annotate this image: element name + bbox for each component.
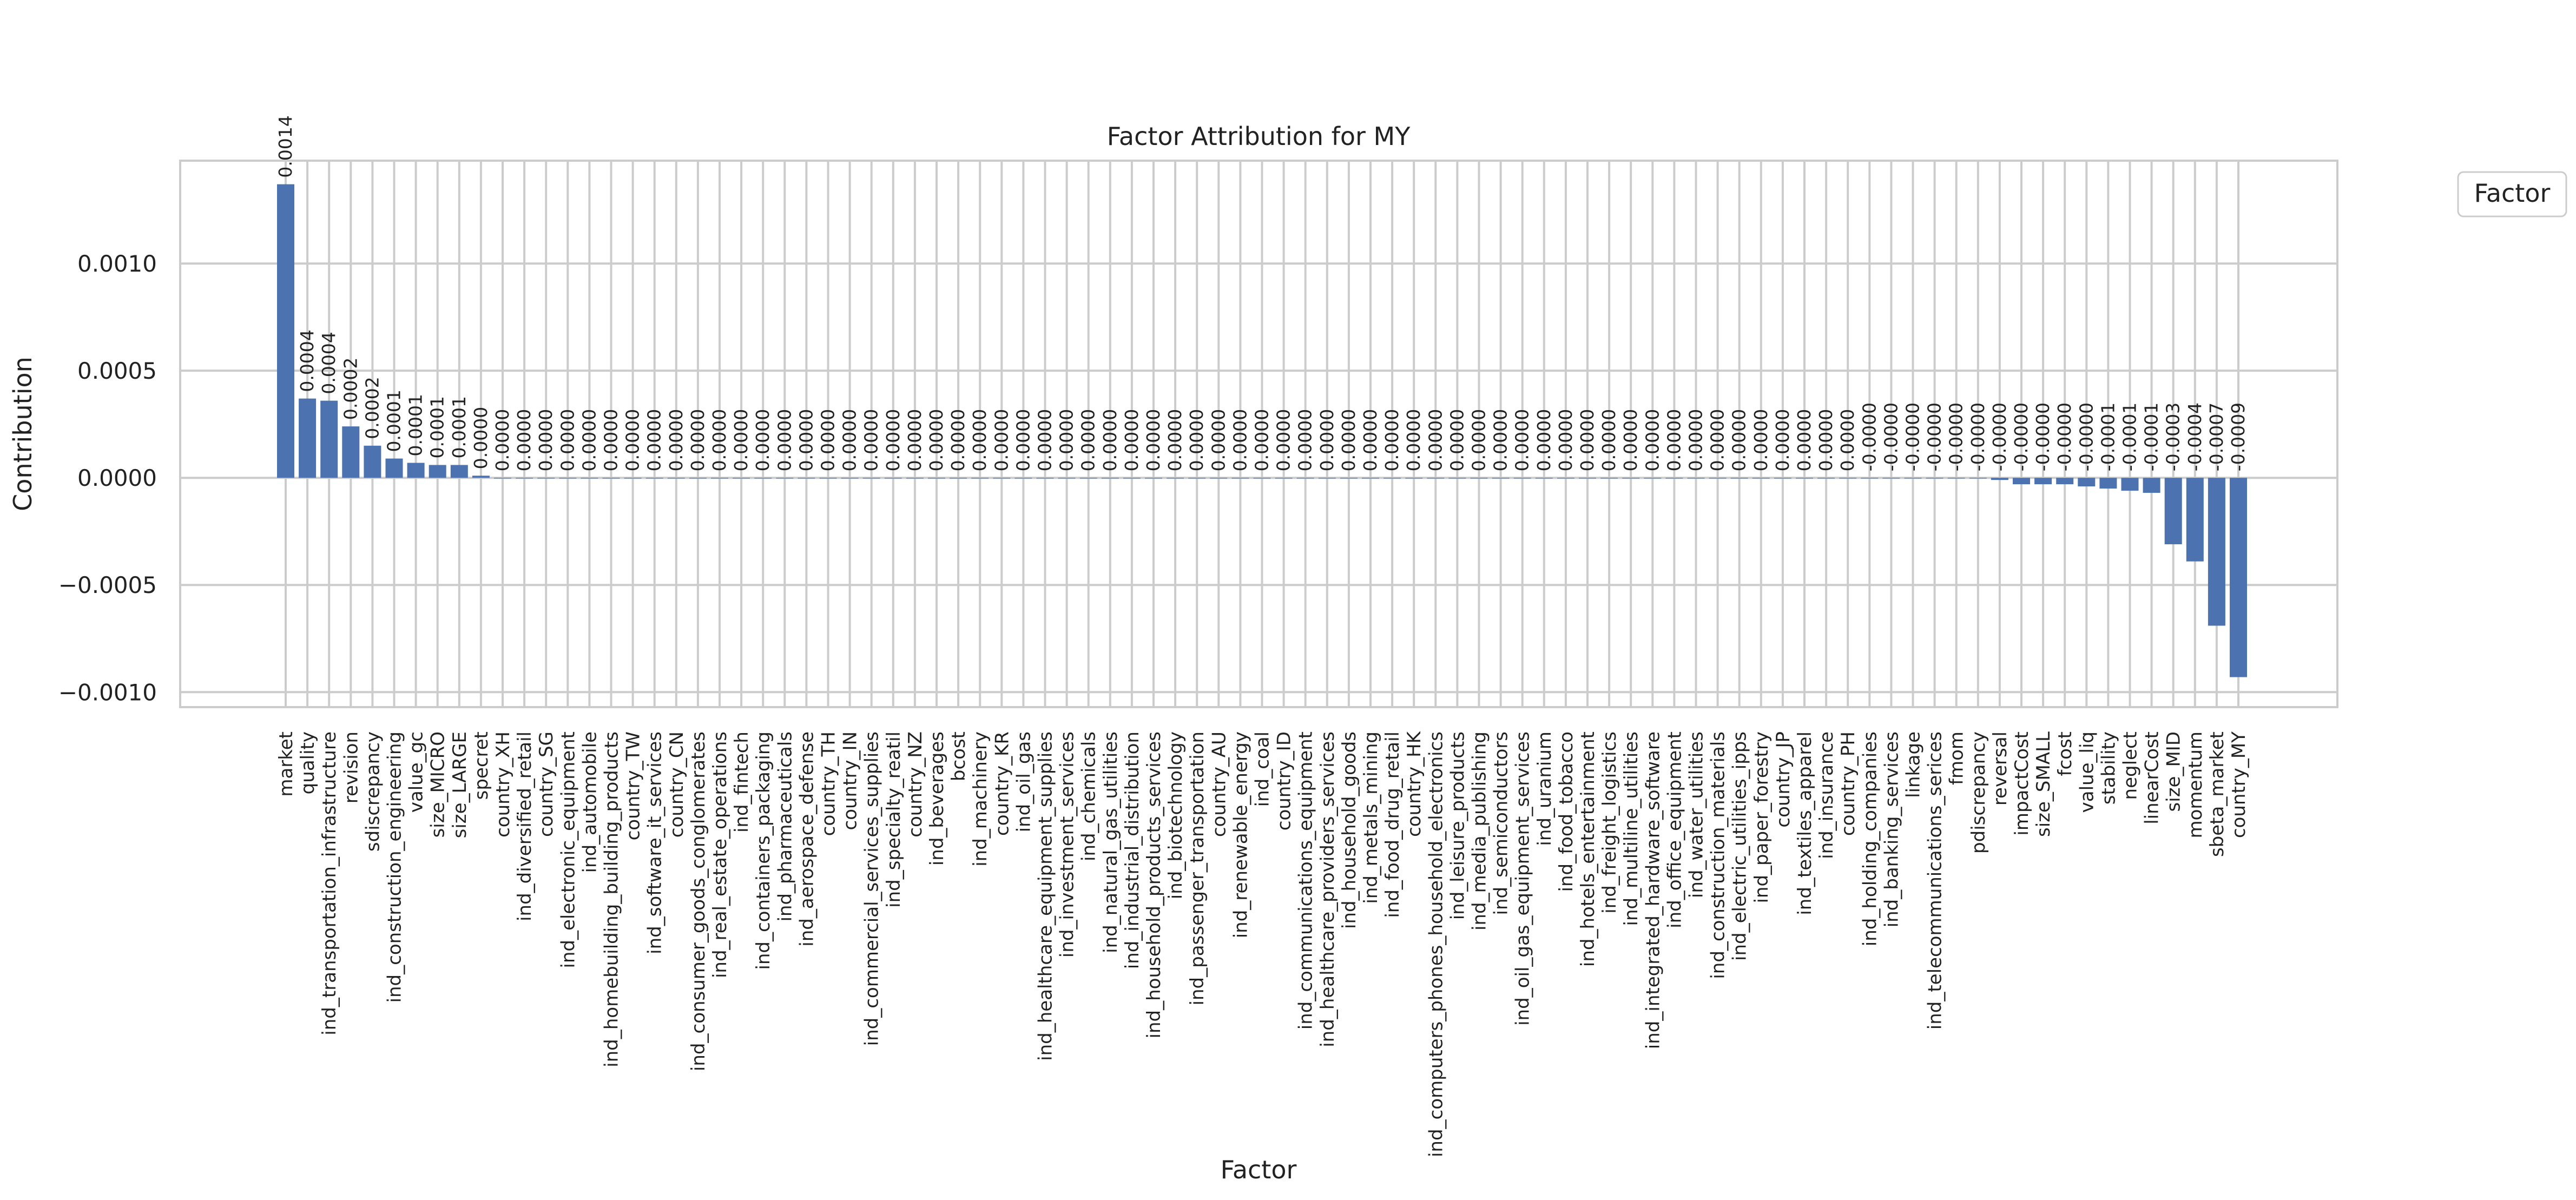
data-label-ind_insurance: 0.0000 — [1815, 408, 1837, 472]
x-tick-label-ind_integrated_hardware_software: ind_integrated_hardware_software — [1642, 731, 1664, 1050]
bar-size_MICRO — [429, 465, 446, 478]
x-tick-label-sbeta_market: sbeta_market — [2206, 731, 2228, 858]
x-tick-label-ind_uranium: ind_uranium — [1533, 731, 1556, 846]
data-label-country_CN: 0.0000 — [665, 408, 687, 472]
x-tick-label-ind_food_tobacco: ind_food_tobacco — [1555, 731, 1577, 892]
x-tick-label-size_LARGE: size_LARGE — [449, 731, 471, 839]
data-label-ind_computers_phones_household_electronics: 0.0000 — [1425, 408, 1446, 472]
data-label-country_ID: 0.0000 — [1273, 408, 1294, 472]
x-tick-label-neglect: neglect — [2119, 731, 2142, 800]
bar-linearCost — [2143, 478, 2160, 493]
data-label-ind_transportation_infrastructure: 0.0004 — [318, 332, 340, 394]
x-tick-label-stability: stability — [2098, 731, 2120, 805]
x-tick-label-ind_aerospace_defense: ind_aerospace_defense — [796, 731, 818, 947]
x-tick-label-country_PH: country_PH — [1837, 731, 1860, 836]
data-label-ind_construction_engineering: 0.0001 — [383, 390, 405, 452]
x-tick-label-ind_office_equipment: ind_office_equipment — [1664, 731, 1686, 928]
x-tick-label-country_SG: country_SG — [536, 731, 558, 837]
y-tick-label: 0.0010 — [77, 250, 157, 278]
data-label-ind_hotels_entertainment: 0.0000 — [1577, 408, 1598, 472]
x-tick-label-country_KR: country_KR — [991, 731, 1013, 836]
data-label-ind_household_goods: 0.0000 — [1338, 408, 1359, 472]
x-tick-label-country_TH: country_TH — [818, 731, 840, 836]
x-tick-label-ind_consumer_goods_conglomerates: ind_consumer_goods_conglomerates — [687, 731, 709, 1072]
data-label-specret: 0.0000 — [470, 406, 491, 470]
x-tick-label-ind_beverages: ind_beverages — [926, 731, 948, 866]
x-tick-label-ind_leisure_products: ind_leisure_products — [1447, 731, 1469, 920]
data-label-ind_machinery: 0.0000 — [969, 408, 991, 472]
data-label-ind_pharmaceuticals: 0.0000 — [774, 408, 795, 472]
data-label-ind_fintech: 0.0000 — [730, 408, 752, 472]
x-tick-label-ind_software_it_services: ind_software_it_services — [644, 731, 666, 954]
x-tick-label-fcost: fcost — [2054, 731, 2077, 776]
x-tick-label-linearCost: linearCost — [2141, 731, 2163, 825]
data-label-momentum: -0.0004 — [2184, 402, 2205, 472]
x-tick-label-size_SMALL: size_SMALL — [2033, 731, 2055, 837]
x-tick-label-ind_natural_gas_utilities: ind_natural_gas_utilities — [1099, 731, 1122, 953]
x-tick-label-country_AU: country_AU — [1208, 731, 1230, 838]
bar-specret — [472, 476, 490, 478]
bar-revision — [342, 426, 359, 478]
x-tick-label-ind_specialty_reatil: ind_specialty_reatil — [882, 731, 905, 908]
x-tick-label-ind_household_goods: ind_household_goods — [1338, 731, 1360, 929]
data-label-ind_investment_services: 0.0000 — [1056, 408, 1077, 472]
bar-size_LARGE — [451, 465, 468, 478]
data-label-ind_diversified_retail: 0.0000 — [513, 408, 535, 472]
x-tick-label-ind_passenger_transportation: ind_passenger_transportation — [1187, 731, 1209, 1006]
data-label-ind_consumer_goods_conglomerates: 0.0000 — [687, 408, 708, 472]
x-tick-label-ind_construction_materials: ind_construction_materials — [1707, 731, 1729, 979]
data-label-value_gc: 0.0001 — [405, 394, 426, 457]
data-label-ind_metals_mining: 0.0000 — [1360, 408, 1381, 472]
bar-country_MY — [2230, 478, 2247, 677]
data-label-sbeta_market: -0.0007 — [2205, 402, 2227, 472]
data-label-sdiscrepancy: 0.0002 — [361, 377, 383, 439]
x-tick-label-country_HK: country_HK — [1404, 731, 1426, 837]
data-label-ind_paper_forestry: 0.0000 — [1750, 408, 1771, 472]
x-tick-label-market: market — [275, 731, 297, 797]
data-label-ind_uranium: 0.0000 — [1533, 408, 1554, 472]
data-label-ind_water_utilities: 0.0000 — [1685, 408, 1707, 472]
x-tick-label-ind_healthcare_providers_services: ind_healthcare_providers_services — [1316, 731, 1339, 1047]
x-tick-label-ind_water_utilities: ind_water_utilities — [1685, 731, 1708, 899]
bar-impactCost — [2013, 478, 2030, 484]
y-tick-label: −0.0010 — [58, 679, 157, 706]
data-label-ind_electric_utilities_ipps: 0.0000 — [1728, 408, 1750, 472]
x-tick-label-ind_food_drug_retail: ind_food_drug_retail — [1382, 731, 1404, 918]
x-tick-label-ind_paper_forestry: ind_paper_forestry — [1750, 731, 1773, 904]
data-label-impactCost: -0.0000 — [2011, 402, 2032, 472]
data-label-bcost: 0.0000 — [947, 408, 969, 472]
bar-value_gc — [407, 463, 425, 478]
data-label-ind_food_drug_retail: 0.0000 — [1381, 408, 1403, 472]
x-tick-label-size_MID: size_MID — [2163, 731, 2185, 812]
data-label-country_PH: 0.0000 — [1837, 408, 1859, 472]
x-tick-label-ind_oil_gas_equipment_services: ind_oil_gas_equipment_services — [1512, 731, 1534, 1026]
data-label-ind_software_it_services: 0.0000 — [643, 408, 665, 472]
data-label-reversal: -0.0000 — [1988, 402, 2010, 472]
bar-fcost — [2056, 478, 2073, 484]
data-label-ind_automobile: 0.0000 — [578, 408, 600, 472]
data-label-country_TW: 0.0000 — [622, 408, 643, 472]
x-tick-label-ind_media_publishing: ind_media_publishing — [1468, 731, 1491, 931]
x-axis-label: Factor — [1220, 1155, 1297, 1184]
data-label-ind_passenger_transportation: 0.0000 — [1186, 408, 1208, 472]
x-tick-label-revision: revision — [340, 731, 363, 804]
bar-reversal — [1991, 478, 2008, 480]
data-label-ind_household_products_services: 0.0000 — [1143, 408, 1164, 472]
x-tick-label-ind_freight_logistics: ind_freight_logistics — [1599, 731, 1621, 914]
data-label-ind_homebuilding_building_products: 0.0000 — [600, 408, 622, 472]
x-tick-label-country_ID: country_ID — [1273, 731, 1295, 831]
data-label-market: 0.0014 — [275, 115, 296, 178]
x-tick-label-ind_containers_packaging: ind_containers_packaging — [753, 731, 775, 970]
data-label-country_XH: 0.0000 — [492, 408, 513, 472]
data-label-ind_oil_gas_equipment_services: 0.0000 — [1511, 408, 1533, 472]
bar-stability — [2099, 478, 2117, 489]
data-label-ind_beverages: 0.0000 — [926, 408, 947, 472]
bar-momentum — [2186, 478, 2204, 561]
bar-quality — [299, 399, 316, 478]
x-tick-label-ind_electronic_equipment: ind_electronic_equipment — [557, 731, 579, 968]
data-label-fmom: -0.0000 — [1945, 402, 1967, 472]
data-label-country_SG: 0.0000 — [535, 408, 557, 472]
x-tick-label-country_XH: country_XH — [492, 731, 514, 838]
x-tick-label-ind_textiles_apparel: ind_textiles_apparel — [1794, 731, 1816, 915]
data-label-country_IN: 0.0000 — [839, 408, 860, 472]
data-label-ind_aerospace_defense: 0.0000 — [795, 408, 817, 472]
x-tick-label-ind_industrial_distribution: ind_industrial_distribution — [1121, 731, 1143, 970]
x-tick-label-specret: specret — [470, 731, 492, 800]
data-label-ind_biotechnology: 0.0000 — [1164, 408, 1186, 472]
x-tick-label-ind_fintech: ind_fintech — [731, 731, 753, 833]
data-label-revision: 0.0002 — [340, 357, 361, 420]
bar-sdiscrepancy — [364, 446, 381, 478]
x-tick-label-country_MY: country_MY — [2228, 731, 2250, 839]
y-tick-label: 0.0000 — [77, 465, 157, 492]
data-label-ind_commercial_services_supplies: 0.0000 — [860, 408, 882, 472]
data-label-country_AU: 0.0000 — [1208, 408, 1229, 472]
data-label-ind_communications_equipment: 0.0000 — [1294, 408, 1316, 472]
x-tick-label-ind_multiline_utilities: ind_multiline_utilities — [1620, 731, 1643, 926]
x-tick-label-country_TW: country_TW — [622, 731, 644, 841]
x-tick-label-sdiscrepancy: sdiscrepancy — [362, 731, 384, 852]
x-tick-label-ind_healthcare_equipment_supplies: ind_healthcare_equipment_supplies — [1035, 731, 1057, 1061]
x-tick-label-linkage: linkage — [1902, 731, 1925, 798]
data-label-ind_semiconductors: 0.0000 — [1490, 408, 1511, 472]
x-tick-label-country_CN: country_CN — [666, 731, 688, 838]
data-label-ind_freight_logistics: 0.0000 — [1598, 408, 1620, 472]
bar-sbeta_market — [2208, 478, 2225, 625]
y-axis-label: Contribution — [8, 357, 37, 511]
x-tick-label-ind_renewable_energy: ind_renewable_energy — [1230, 731, 1252, 939]
x-tick-label-ind_investment_services: ind_investment_services — [1056, 731, 1078, 958]
data-label-ind_banking_services: -0.0000 — [1880, 402, 1902, 472]
x-tick-label-ind_computers_phones_household_electronics: ind_computers_phones_household_electronics — [1425, 731, 1447, 1158]
x-tick-label-ind_chemicals: ind_chemicals — [1078, 731, 1100, 861]
x-tick-label-ind_machinery: ind_machinery — [970, 731, 992, 867]
data-label-ind_textiles_apparel: 0.0000 — [1794, 408, 1815, 472]
x-tick-label-ind_telecommunications_serices: ind_telecommunications_serices — [1924, 731, 1946, 1030]
x-tick-label-ind_hotels_entertainment: ind_hotels_entertainment — [1577, 731, 1599, 967]
x-tick-label-ind_semiconductors: ind_semiconductors — [1490, 731, 1512, 915]
x-tick-label-ind_communications_equipment: ind_communications_equipment — [1295, 731, 1317, 1030]
data-label-ind_healthcare_providers_services: 0.0000 — [1316, 408, 1338, 472]
x-tick-label-momentum: momentum — [2184, 731, 2206, 839]
data-label-linearCost: -0.0001 — [2140, 402, 2162, 472]
bar-value_liq — [2078, 478, 2095, 486]
x-tick-label-fmom: fmom — [1946, 731, 1968, 786]
data-label-fcost: -0.0000 — [2054, 402, 2076, 472]
x-tick-label-ind_metals_mining: ind_metals_mining — [1360, 731, 1382, 904]
chart-title: Factor Attribution for MY — [1106, 122, 1411, 151]
data-label-ind_containers_packaging: 0.0000 — [752, 408, 774, 472]
x-tick-label-ind_pharmaceuticals: ind_pharmaceuticals — [774, 731, 796, 922]
x-tick-label-country_JP: country_JP — [1772, 731, 1794, 828]
data-label-ind_media_publishing: 0.0000 — [1468, 408, 1490, 472]
x-tick-label-ind_commercial_services_supplies: ind_commercial_services_supplies — [861, 731, 883, 1046]
legend — [2458, 172, 2566, 216]
data-label-ind_holding_companies: -0.0000 — [1859, 402, 1880, 472]
x-tick-label-ind_diversified_retail: ind_diversified_retail — [514, 731, 536, 921]
data-label-country_KR: 0.0000 — [991, 408, 1012, 472]
x-tick-label-ind_electric_utilities_ipps: ind_electric_utilities_ipps — [1729, 731, 1751, 961]
data-label-country_NZ: 0.0000 — [904, 408, 925, 472]
x-tick-label-impactCost: impactCost — [2011, 731, 2033, 836]
x-tick-label-ind_automobile: ind_automobile — [579, 731, 601, 873]
data-label-ind_real_estate_operations: 0.0000 — [709, 408, 730, 472]
data-label-stability: -0.0001 — [2097, 402, 2119, 472]
data-label-ind_industrial_distribution: 0.0000 — [1121, 408, 1142, 472]
data-label-ind_integrated_hardware_software: 0.0000 — [1642, 408, 1663, 472]
data-label-ind_construction_materials: 0.0000 — [1707, 408, 1728, 472]
x-tick-label-ind_insurance: ind_insurance — [1816, 731, 1838, 859]
data-label-ind_natural_gas_utilities: 0.0000 — [1099, 408, 1121, 472]
x-tick-label-ind_homebuilding_building_products: ind_homebuilding_building_products — [601, 731, 623, 1067]
data-label-pdiscrepancy: -0.0000 — [1967, 402, 1988, 472]
data-label-country_TH: 0.0000 — [817, 408, 839, 472]
bar-ind_transportation_infrastructure — [320, 401, 338, 478]
bar-size_MID — [2165, 478, 2182, 544]
x-tick-label-bcost: bcost — [948, 731, 970, 782]
x-tick-label-size_MICRO: size_MICRO — [427, 731, 449, 838]
data-label-quality: 0.0004 — [297, 329, 318, 392]
x-tick-label-ind_transportation_infrastructure: ind_transportation_infrastructure — [319, 731, 341, 1036]
x-tick-label-quality: quality — [297, 731, 319, 795]
bar-market — [277, 184, 294, 478]
x-tick-label-country_NZ: country_NZ — [904, 731, 926, 838]
data-label-ind_renewable_energy: 0.0000 — [1229, 408, 1251, 472]
data-label-size_MID: -0.0003 — [2162, 402, 2184, 472]
data-label-ind_healthcare_equipment_supplies: 0.0000 — [1034, 408, 1056, 472]
data-label-country_JP: 0.0000 — [1771, 408, 1793, 472]
data-label-country_HK: 0.0000 — [1403, 408, 1425, 472]
x-tick-label-ind_coal: ind_coal — [1251, 731, 1274, 807]
y-tick-label: 0.0005 — [77, 358, 157, 385]
x-tick-label-ind_biotechnology: ind_biotechnology — [1165, 731, 1187, 900]
bar-ind_construction_engineering — [386, 459, 403, 478]
x-tick-label-ind_real_estate_operations: ind_real_estate_operations — [709, 731, 731, 979]
data-label-ind_coal: 0.0000 — [1251, 408, 1273, 472]
x-tick-label-reversal: reversal — [1989, 731, 2011, 806]
data-label-ind_electronic_equipment: 0.0000 — [557, 408, 578, 472]
data-label-linkage: -0.0000 — [1902, 402, 1923, 472]
data-label-ind_food_tobacco: 0.0000 — [1554, 408, 1576, 472]
x-tick-label-ind_holding_companies: ind_holding_companies — [1859, 731, 1881, 947]
data-label-size_MICRO: 0.0001 — [426, 395, 448, 459]
x-tick-label-ind_household_products_services: ind_household_products_services — [1143, 731, 1165, 1039]
data-label-value_liq: -0.0000 — [2076, 402, 2097, 472]
data-label-ind_oil_gas: 0.0000 — [1012, 408, 1034, 472]
x-tick-label-country_IN: country_IN — [839, 731, 861, 830]
data-label-ind_telecommunications_serices: -0.0000 — [1923, 402, 1945, 472]
x-tick-label-ind_construction_engineering: ind_construction_engineering — [384, 731, 406, 1003]
bar-size_SMALL — [2034, 478, 2052, 484]
x-tick-label-ind_oil_gas: ind_oil_gas — [1013, 731, 1035, 833]
data-label-ind_multiline_utilities: 0.0000 — [1620, 408, 1642, 472]
data-label-neglect: -0.0001 — [2119, 402, 2140, 472]
x-tick-label-value_gc: value_gc — [405, 731, 427, 813]
data-label-country_MY: -0.0009 — [2228, 402, 2249, 472]
x-tick-label-value_liq: value_liq — [2076, 731, 2098, 813]
x-tick-label-ind_banking_services: ind_banking_services — [1881, 731, 1903, 928]
data-label-size_SMALL: -0.0000 — [2032, 402, 2054, 472]
data-label-ind_chemicals: 0.0000 — [1077, 408, 1099, 472]
data-label-size_LARGE: 0.0001 — [448, 395, 470, 459]
data-label-ind_specialty_reatil: 0.0000 — [882, 408, 904, 472]
data-label-ind_leisure_products: 0.0000 — [1446, 408, 1468, 472]
data-label-ind_office_equipment: 0.0000 — [1663, 408, 1685, 472]
bar-neglect — [2122, 478, 2139, 491]
y-tick-label: −0.0005 — [58, 572, 157, 599]
x-tick-label-pdiscrepancy: pdiscrepancy — [1967, 731, 1989, 854]
legend-title: Factor — [2474, 179, 2551, 208]
